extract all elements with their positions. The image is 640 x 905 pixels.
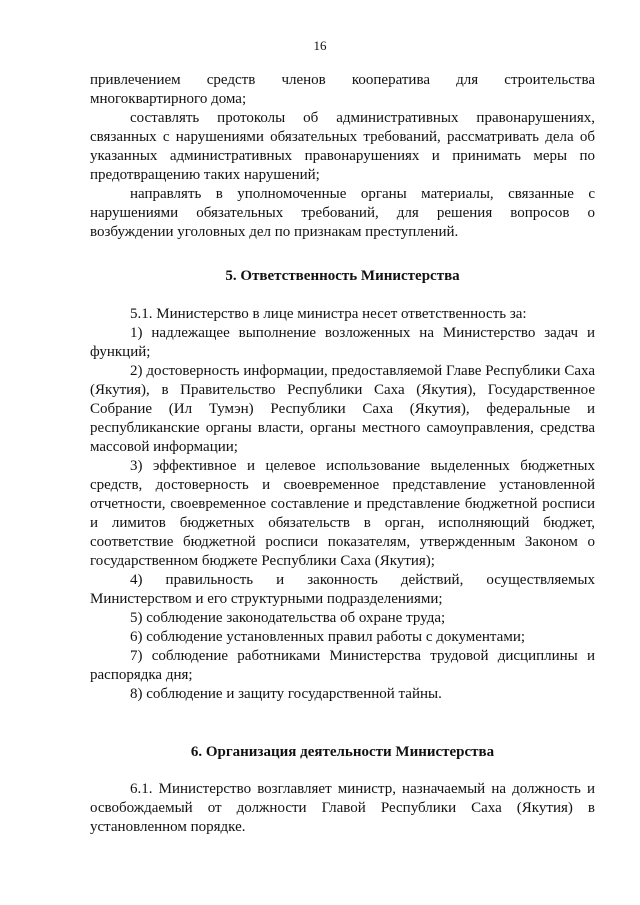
- paragraph: составлять протоколы об административных правонарушениях, связанных с нарушениями обязательных требований, рассматривать дела об указанных административных правонарушениях и принимать меры по предотвращению таких нарушений;: [90, 110, 595, 183]
- list-item: 6) соблюдение установленных правил работы с документами;: [130, 629, 526, 645]
- section-6-text: [90, 780, 595, 837]
- page-number: 16: [313, 38, 327, 53]
- list-item: 8) соблюдение и защиту государственной тайны.: [130, 686, 442, 702]
- paragraph: направлять в уполномоченные органы материалы, связанные с нарушениями обязательных требований, для решения вопросов о возбуждении уголовных дел по признакам преступлений.: [90, 186, 595, 240]
- list-item: 3) эффективное и целевое использование выделенных бюджетных средств, достоверность и своевременное представление установленной отчетности, своевременное составление и представление бюджетной росписи и лимитов бюджетных обязательств в орган, исполняющий бюджет, соответствие бюджетной росписи показателям, утвержденным Законом о государственном бюджете Республики Саха (Якутия);: [90, 458, 595, 569]
- paragraph: 5.1. Министерство в лице министра несет ответственность за:: [130, 306, 527, 322]
- top-text-block: [90, 71, 595, 242]
- list-item: 5) соблюдение законодательства об охране труда;: [130, 610, 446, 626]
- section-6-heading: 6. Организация деятельности Министерства: [190, 744, 495, 760]
- paragraph: привлечением средств членов кооператива для строительства многоквартирного дома;: [90, 72, 595, 107]
- list-item: 2) достоверность информации, предоставляемой Главе Республики Саха (Якутия), в Правительство Республики Саха (Якутия), Государственное Собрание (Ил Тумэн) Республики Саха (Якутия), федеральные и республиканские органы власти, органы местного самоуправления, средства массовой информации;: [90, 363, 595, 455]
- section-5-text: [90, 305, 595, 704]
- list-item: 1) надлежащее выполнение возложенных на Министерство задач и функций;: [90, 325, 595, 360]
- paragraph: 6.1. Министерство возглавляет министр, назначаемый на должность и освобождаемый от должности Главой Республики Саха (Якутия) в установленном порядке.: [90, 781, 595, 835]
- section-5-heading: 5. Ответственность Министерства: [225, 268, 460, 284]
- list-item: 7) соблюдение работниками Министерства трудовой дисциплины и распорядка дня;: [90, 648, 595, 683]
- list-item: 4) правильность и законность действий, осуществляемых Министерством и его структурными подразделениями;: [90, 572, 595, 607]
